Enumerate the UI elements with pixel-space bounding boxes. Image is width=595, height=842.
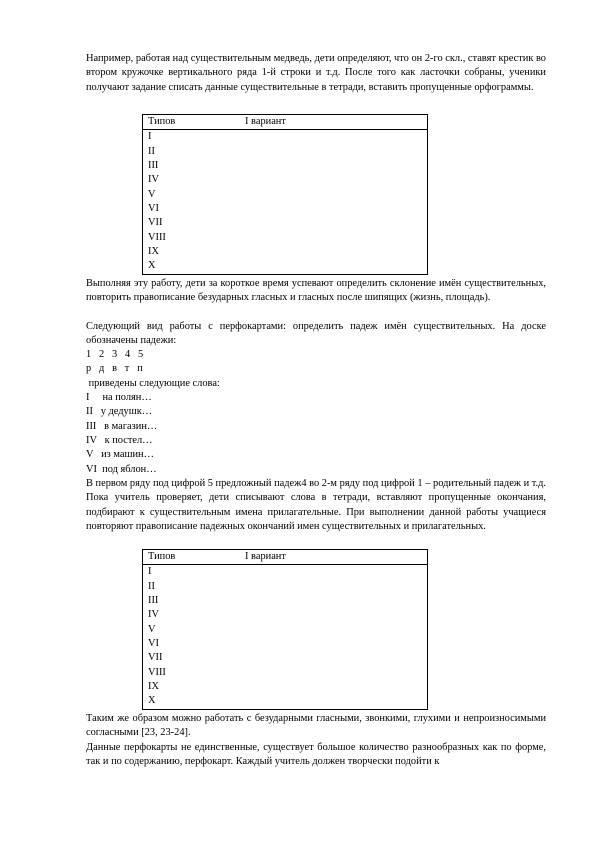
table-row [143,565,428,580]
table-row [143,231,428,245]
row-label-cell: X [143,259,428,274]
row-label-cell: VII [143,651,428,665]
col-type-header: Типов [148,551,176,562]
table-row [143,216,428,230]
table-row [143,694,428,709]
paragraph-example-intro: Например, работая над существительным медведь, дети определяют, что он 2-го скл., ставят крестик во втором кружочке вертикального ряда 1-й строки и т.д. После того как ласточки собраны, ученики получают задание списать данные существительные в тетради, вставить пропущенные орфограммы. [86,53,546,93]
row-label-cell: III [143,594,428,608]
paragraph-result: Выполняя эту работу, дети за короткое время успевают определить склонение имён существительных, повторить правописание безударных гласных и гласных после шипящих (жизнь, площадь). [86,278,546,304]
row-label-cell: I [143,130,428,145]
table-row [143,259,428,274]
row-label-cell: IV [143,608,428,622]
table-row [143,651,428,665]
table-row [143,637,428,651]
words-intro-line: приведены следующие слова: [86,378,220,389]
row-label-cell: VII [143,216,428,230]
table-row [143,680,428,694]
row-label-cell: II [143,145,428,159]
row-label-cell: I [143,565,428,580]
table-row [143,159,428,173]
table-row [143,666,428,680]
row-label-cell: IV [143,173,428,187]
row-label-cell: VIII [143,666,428,680]
paragraph-similar-work: Таким же образом можно работать с безударными гласными, звонкими, глухими и непроизносимыми согласными [23, 23-24]. [86,713,546,739]
table-row [143,594,428,608]
table-row [143,145,428,159]
case-letters-line: р д в т п [86,363,143,374]
row-label-cell: V [143,188,428,202]
row-label-cell: VI [143,637,428,651]
punch-card-table-1 [142,114,428,275]
row-label-cell: III [143,159,428,173]
col-type-header: Типов [148,116,176,127]
table-header-cell [143,550,428,565]
col-variant-header: I вариант [245,551,286,562]
table-row [143,580,428,594]
row-label-cell: II [143,580,428,594]
word-line: IV к постел… [86,435,153,446]
table-row [143,202,428,216]
word-line: I на полян… [86,392,152,403]
row-label-cell: IX [143,680,428,694]
table-row [143,623,428,637]
word-line: III в магазин… [86,421,158,432]
punch-card-table-2 [142,549,428,710]
table-row [143,245,428,259]
word-line: II у дедушк… [86,406,153,417]
paragraph-explanation: В первом ряду под цифрой 5 предложный падеж4 во 2-м ряду под цифрой 1 – родительный падеж и т.д. Пока учитель проверяет, дети списывают слова в тетради, вставляют пропущенные окончания, подбирают к существительным имена прилагательные. При выполнении данной работы учащиеся повторяют правописание падежных окончаний имен существительных и прилагательных. [86,478,546,532]
table-header-row [143,550,428,565]
table-row [143,130,428,145]
table-header-row [143,115,428,130]
row-label-cell: X [143,694,428,709]
table-row [143,173,428,187]
table-row [143,608,428,622]
row-label-cell: V [143,623,428,637]
table-header-cell [143,115,428,130]
table-row [143,188,428,202]
col-variant-header: I вариант [245,116,286,127]
word-line: VI под яблон… [86,464,157,475]
paragraph-next-task: Следующий вид работы с перфокартами: определить падеж имён существительных. На доске обозначены падежи: [86,321,546,347]
row-label-cell: VI [143,202,428,216]
row-label-cell: VIII [143,231,428,245]
row-label-cell: IX [143,245,428,259]
case-numbers-line: 1 2 3 4 5 [86,349,144,360]
paragraph-conclusion: Данные перфокарты не единственные, существует большое количество разнообразных как по форме, так и по содержанию, перфокарт. Каждый учитель должен творчески подойти к [86,742,546,768]
word-line: V из машин… [86,449,155,460]
